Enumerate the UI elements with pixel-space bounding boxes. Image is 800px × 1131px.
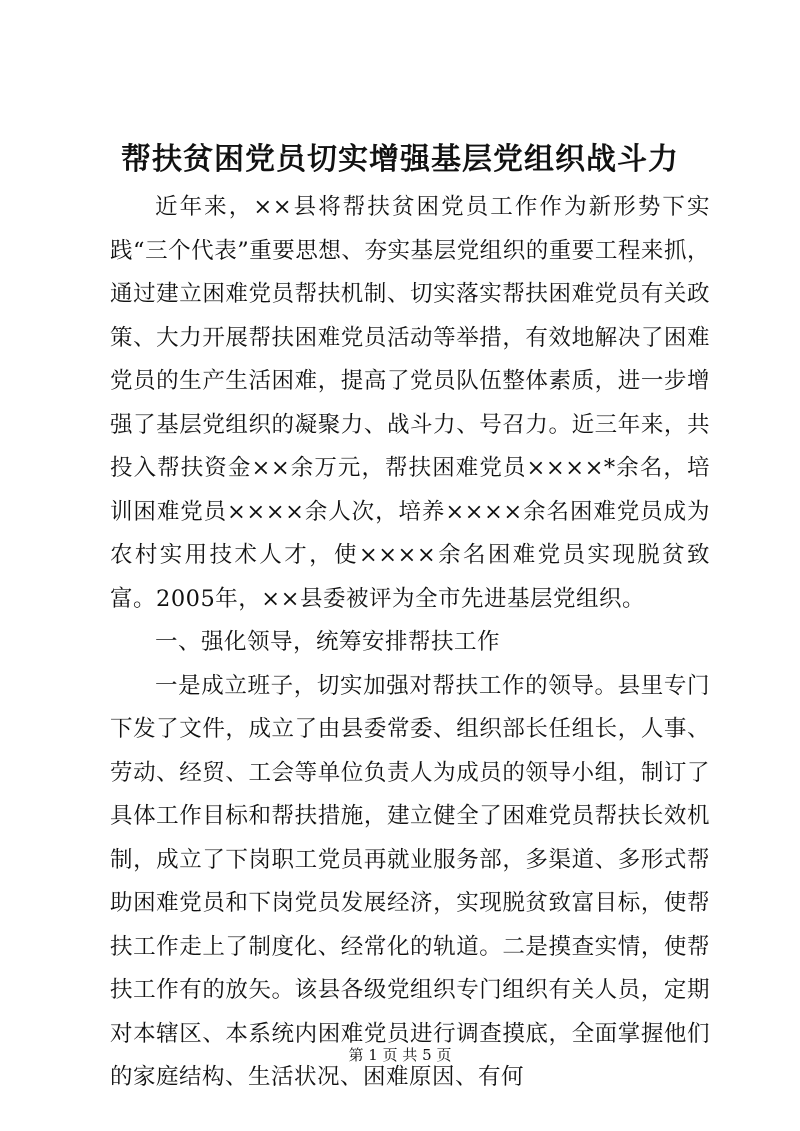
section-heading: 一、强化领导，统筹安排帮扶工作	[155, 629, 501, 655]
section-paragraph: 一是成立班子，切实加强对帮扶工作的领导。县里专门下发了文件，成立了由县委常委、组织部长任组长，人事、劳动、经贸、工会等单位负责人为成员的领导小组，制订了具体工作目标和帮扶措施，建立健全了困难党员帮扶长效机制，成立了下岗职工党员再就业服务部，多渠道、多形式帮助困难党员和下岗党员发展经济，实现脱贫致富目标，使帮扶工作走上了制度化、经常化的轨道。二是摸查实情，使帮扶工作有的放矢。该县各级党组织专门组织有关人员，定期对本辖区、本系统内困难党员进行调查摸底，全面掌握他们的家庭结构、生活状况、困难原因、有何	[110, 672, 710, 1090]
intro-paragraph: 近年来，××县将帮扶贫困党员工作作为新形势下实践“三个代表”重要思想、夯实基层党组织的重要工程来抓，通过建立困难党员帮扶机制、切实落实帮扶困难党员有关政策、大力开展帮扶困难党员活动等举措，有效地解决了困难党员的生产生活困难，提高了党员队伍整体素质，进一步增强了基层党组织的凝聚力、战斗力、号召力。近三年来，共投入帮扶资金××余万元，帮扶困难党员××××*余名，培训困难党员××××余人次，培养××××余名困难党员成为农村实用技术人才，使××××余名困难党员实现脱贫致富。2005年，××县委被评为全市先进基层党组织。	[110, 194, 710, 612]
document-body	[110, 186, 710, 1100]
document-title: 帮扶贫困党员切实增强基层党组织战斗力	[121, 142, 679, 177]
page-footer: 第 1 页 共 5 页	[348, 1046, 452, 1064]
